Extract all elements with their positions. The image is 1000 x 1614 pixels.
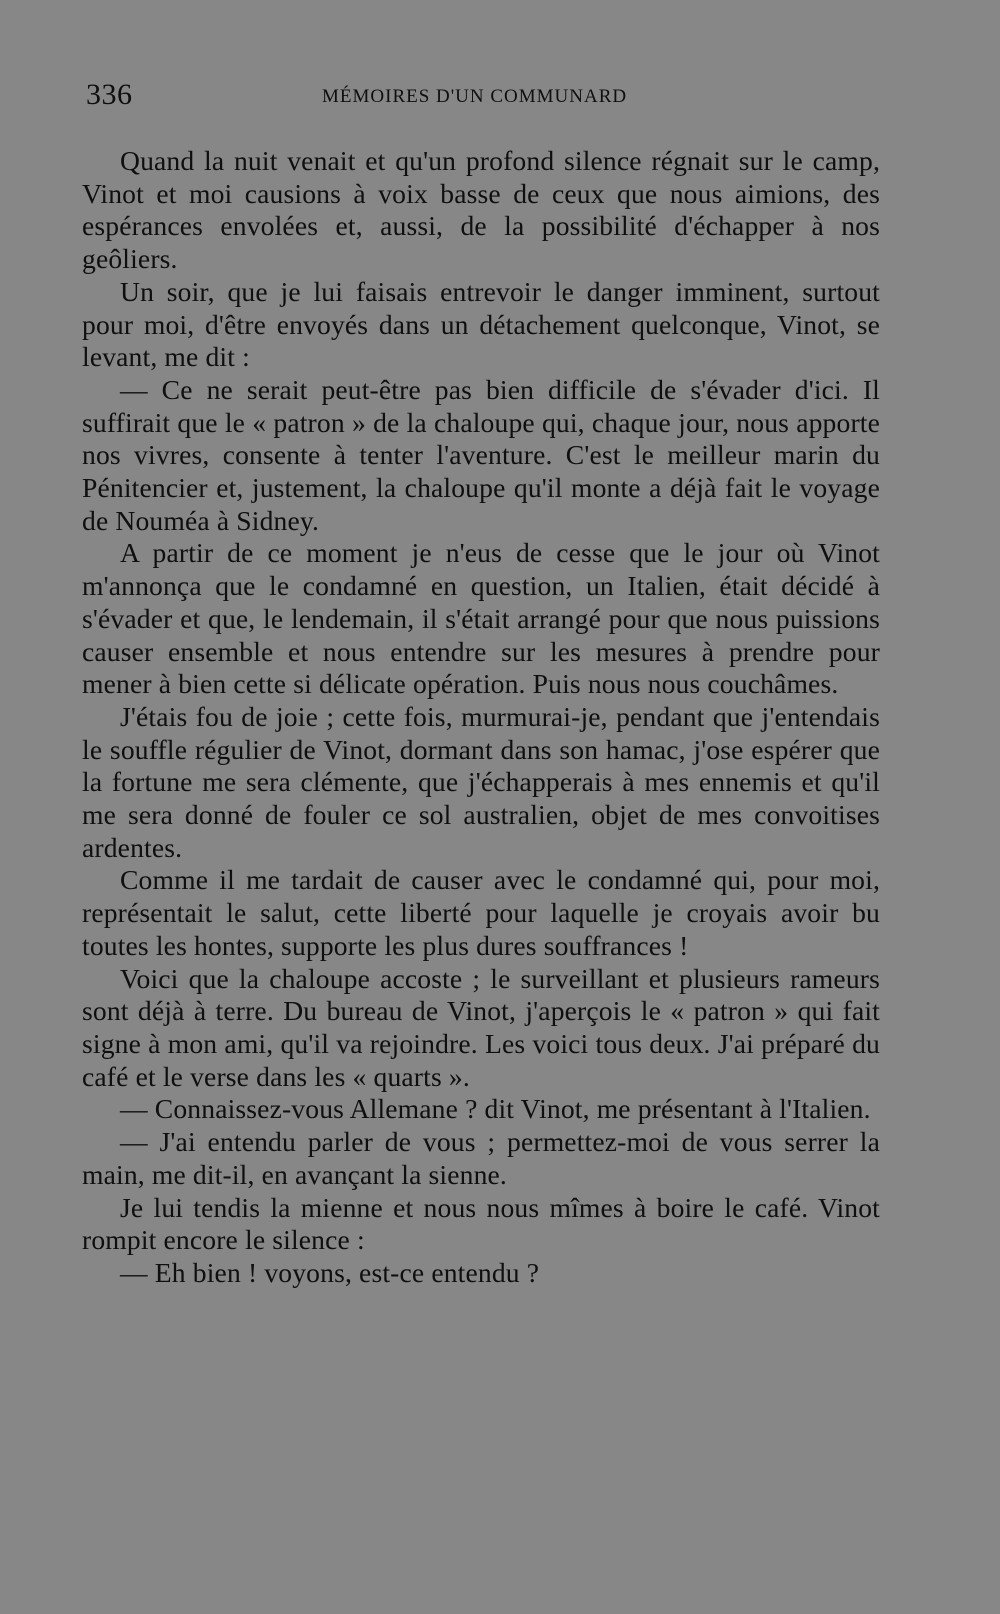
paragraph: — J'ai entendu parler de vous ; permettez-moi de vous serrer la main, me dit-il, en avançant la sienne. (82, 1126, 880, 1190)
paragraph: Quand la nuit venait et qu'un profond silence régnait sur le camp, Vinot et moi causions à voix basse de ceux que nous aimions, des espérances envolées et, aussi, de la possibilité d'échapper à nos geôliers. (82, 145, 880, 275)
paragraph: Je lui tendis la mienne et nous nous mîmes à boire le café. Vinot rompit encore le silence : (82, 1191, 880, 1256)
paragraph: Un soir, que je lui faisais entrevoir le danger imminent, surtout pour moi, d'être envoyés dans un détachement quelconque, Vinot, se levant, me dit : (82, 275, 880, 373)
paragraph: J'étais fou de joie ; cette fois, murmurai-je, pendant que j'entendais le souffle régulier de Vinot, dormant dans son hamac, j'ose espérer que la fortune me sera clémente, que j'échapperais à mes ennemis et qu'il me sera donné de fouler ce sol australien, objet de mes convoitises ardentes. (82, 700, 880, 863)
paragraph: — Ce ne serait peut-être pas bien difficile de s'évader d'ici. Il suffirait que le « patron » de la chaloupe qui, chaque jour, nous apporte nos vivres, consente à tenter l'aventure. C'est le meilleur marin du Pénitencier et, justement, la chaloupe qu'il monte a déjà fait le voyage de Nouméa à Sidney. (82, 373, 880, 536)
page-number: 336 (86, 78, 133, 111)
running-title: MÉMOIRES D'UN COMMUNARD (322, 86, 628, 107)
paragraph: Voici que la chaloupe accoste ; le surveillant et plusieurs rameurs sont déjà à terre. Du bureau de Vinot, j'aperçois le « patron » qui fait signe à mon ami, qu'il va rejoindre. Les voici tous deux. J'ai préparé du café et le verse dans les « quarts ». (82, 962, 880, 1092)
paragraph: Comme il me tardait de causer avec le condamné qui, pour moi, représentait le salut, cette liberté pour laquelle je croyais avoir bu toutes les hontes, supporte les plus dures souffrances ! (82, 864, 880, 961)
body-text (82, 145, 880, 1290)
paragraph: — Eh bien ! voyons, est-ce entendu ? (120, 1256, 540, 1288)
paragraph: — Connaissez-vous Allemane ? dit Vinot, me présentant à l'Italien. (120, 1093, 871, 1125)
paragraph: A partir de ce moment je n'eus de cesse que le jour où Vinot m'annonça que le condamné en question, un Italien, était décidé à s'évader et que, le lendemain, il s'était arrangé pour que nous puissions causer ensemble et nous entendre sur les mesures à prendre pour mener à bien cette si délicate opération. Puis nous nous couchâmes. (82, 537, 880, 700)
page-header (80, 78, 880, 118)
